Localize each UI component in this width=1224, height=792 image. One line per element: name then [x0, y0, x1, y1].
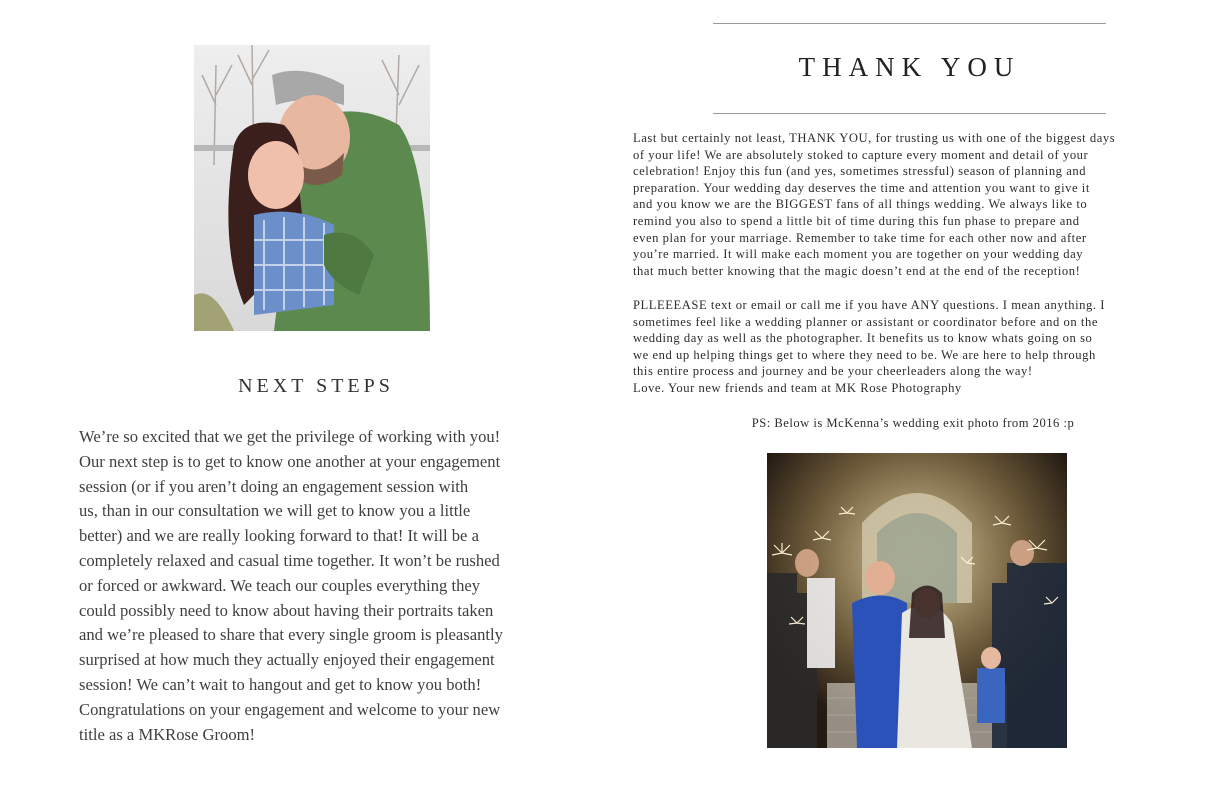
paragraph-line: preparation. Your wedding day deserves the time and attention you want to give it	[633, 180, 1090, 195]
paragraph-line: we end up helping things get to where they need to be. We are here to help through	[633, 347, 1096, 362]
thank-you-paragraph	[633, 130, 1208, 279]
body-line: We’re so excited that we get the privilege of working with you!	[79, 427, 501, 446]
body-line: could possibly need to know about having their portraits taken	[79, 600, 494, 620]
body-line: title as a MKRose Groom!	[79, 724, 256, 744]
thank-you-heading: THANK YOU	[798, 52, 1021, 82]
top-divider	[713, 23, 1106, 24]
paragraph-line: PLLEEEASE text or email or call me if you have ANY questions. I mean anything. I	[633, 298, 1105, 312]
body-line: session! We can’t wait to hangout and get to know you both!	[79, 674, 482, 694]
body-line: Congratulations on your engagement and welcome to your new	[79, 699, 501, 719]
paragraph-line: you’re married. It will make each moment you are together on your wedding day	[633, 247, 1084, 262]
wedding-exit-photo-illustration	[767, 453, 1067, 748]
next-steps-heading: NEXT STEPS	[238, 375, 394, 397]
body-line: better) and we are really looking forward to that! It will be a	[79, 526, 479, 546]
paragraph-line: of your life! We are absolutely stoked to capture every moment and detail of your	[633, 147, 1089, 162]
body-line: session (or if you aren’t doing an engagement session with	[79, 476, 469, 496]
paragraph-line: even plan for your marriage. Remember to take time for each other now and after	[633, 230, 1087, 245]
body-line: Our next step is to get to know one another at your engagement	[79, 451, 501, 471]
paragraph-line: Last but certainly not least, THANK YOU, for trusting us with one of the biggest days	[633, 131, 1116, 145]
paragraph-line: remind you also to spend a little bit of time during this fun phase to prepare and	[633, 213, 1080, 228]
wedding-exit-photo	[767, 453, 1067, 748]
body-line: completely relaxed and casual time together. It won’t be rushed	[79, 550, 500, 570]
signoff-line: Love. Your new friends and team at MK Rose Photography	[633, 380, 962, 395]
body-line: surprised at how much they actually enjoyed their engagement	[79, 650, 495, 670]
paragraph-line: this entire process and journey and be your cheerleaders along the way!	[633, 364, 1033, 379]
ps-caption: PS: Below is McKenna’s wedding exit photo from 2016 :p	[751, 416, 1075, 430]
paragraph-line: wedding day as well as the photographer. It benefits us to know whats going on so	[633, 331, 1093, 346]
paragraph-line: sometimes feel like a wedding planner or assistant or coordinator before and on the	[633, 314, 1098, 329]
body-line: or forced or awkward. We teach our couples everything they	[79, 575, 481, 595]
engagement-photo-illustration	[194, 45, 430, 331]
paragraph-line: that much better knowing that the magic doesn’t end at the end of the reception!	[633, 263, 1081, 278]
plaid-shirt	[254, 212, 334, 315]
bottom-divider	[713, 113, 1106, 114]
paragraph-line: celebration! Enjoy this fun (and yes, sometimes stressful) season of planning and	[633, 164, 1087, 179]
paragraph-line: and you know we are the BIGGEST fans of all things wedding. We always like to	[633, 197, 1088, 212]
child-vest	[977, 668, 1005, 723]
body-line: us, than in our consultation we will get to know you a little	[79, 501, 471, 521]
bride-hair	[909, 586, 945, 639]
next-steps-body	[79, 425, 557, 747]
questions-paragraph	[633, 297, 1208, 397]
groom-face	[865, 561, 895, 595]
child-face	[981, 647, 1001, 669]
woman-face	[248, 141, 304, 209]
body-line: and we’re pleased to share that every single groom is pleasantly	[79, 625, 503, 645]
engagement-photo	[194, 45, 430, 331]
